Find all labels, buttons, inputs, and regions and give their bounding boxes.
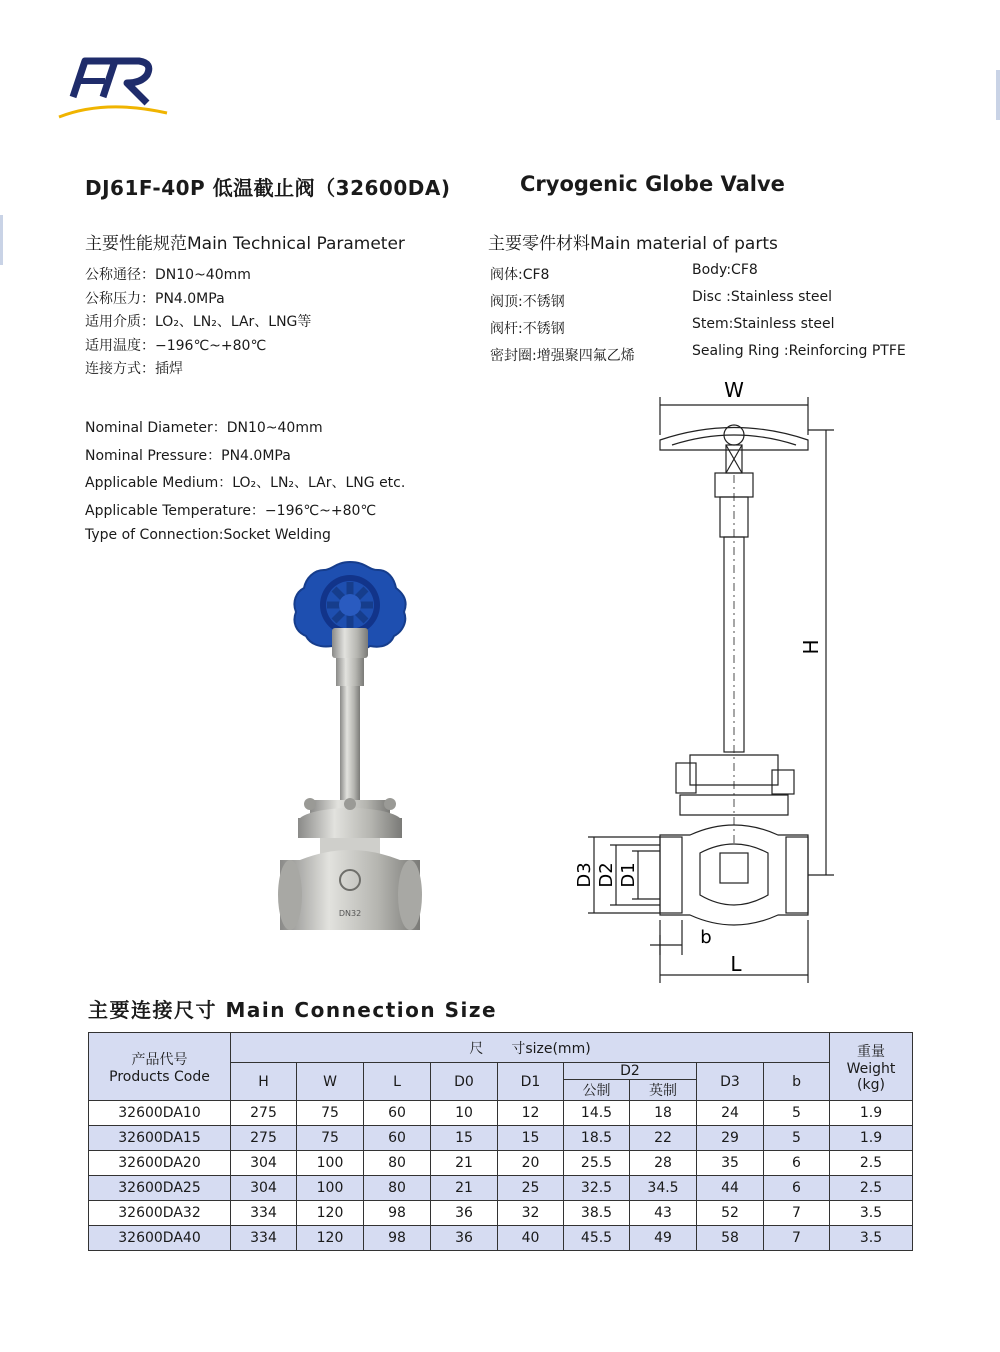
col-header-d2-imperial: 英制 (630, 1080, 697, 1101)
material-cn-item: 阀顶:不锈钢 (490, 294, 565, 310)
cell-d2-metric: 25.5 (564, 1151, 630, 1176)
cell-d3: 35 (697, 1151, 764, 1176)
cell-h: 275 (231, 1126, 297, 1151)
param-cn-item: 适用介质：LO₂、LN₂、LAr、LNG等 (85, 314, 312, 330)
cell-d0: 36 (431, 1226, 498, 1251)
dim-label-d2: D2 (596, 862, 617, 888)
dim-label-h: H (799, 639, 823, 655)
table-row (89, 1201, 913, 1226)
col-header-l: L (364, 1063, 431, 1101)
cell-b: 5 (764, 1126, 830, 1151)
cell-d3: 44 (697, 1176, 764, 1201)
weight-header-unit: (kg) (857, 1076, 885, 1093)
valve-photo (270, 560, 440, 960)
material-en-item: Stem:Stainless steel (692, 316, 835, 332)
cell-d1: 12 (498, 1101, 564, 1126)
cell-h: 304 (231, 1176, 297, 1201)
cell-d3: 52 (697, 1201, 764, 1226)
col-header-d3: D3 (697, 1063, 764, 1101)
cell-d2-metric: 18.5 (564, 1126, 630, 1151)
cell-d2-imperial: 28 (630, 1151, 697, 1176)
cell-d1: 40 (498, 1226, 564, 1251)
material-en-item: Body:CF8 (692, 262, 758, 278)
cell-w: 100 (297, 1176, 364, 1201)
cell-b: 6 (764, 1151, 830, 1176)
cell-d2-metric: 45.5 (564, 1226, 630, 1251)
code-header-en: Products Code (109, 1068, 210, 1085)
code-header-cn: 产品代号 (131, 1051, 188, 1068)
cell-d0: 21 (431, 1151, 498, 1176)
weight-header (830, 1033, 913, 1101)
brand-logo-icon (55, 45, 175, 125)
dim-label-d1: D1 (618, 862, 639, 888)
cell-b: 7 (764, 1226, 830, 1251)
connection-size-title: 主要连接尺寸 Main Connection Size (88, 998, 498, 1022)
cell-code: 32600DA15 (89, 1126, 231, 1151)
cell-h: 304 (231, 1151, 297, 1176)
param-en-item: Nominal Pressure：PN4.0MPa (85, 447, 291, 464)
edge-strip-left (0, 215, 3, 265)
technical-parameter-heading: 主要性能规范Main Technical Parameter (85, 234, 405, 254)
cell-weight: 2.5 (830, 1151, 913, 1176)
cell-d0: 15 (431, 1126, 498, 1151)
cell-d3: 24 (697, 1101, 764, 1126)
table-row (89, 1176, 913, 1201)
col-header-h: H (231, 1063, 297, 1101)
title-en: Cryogenic Globe Valve (520, 172, 785, 196)
cell-code: 32600DA25 (89, 1176, 231, 1201)
cell-weight: 1.9 (830, 1101, 913, 1126)
title-cn: DJ61F-40P 低温截止阀（32600DA) (85, 176, 451, 200)
material-en-item: Disc :Stainless steel (692, 289, 832, 305)
col-header-d2-metric: 公制 (564, 1080, 630, 1101)
cell-code: 32600DA32 (89, 1201, 231, 1226)
param-en-item: Nominal Diameter：DN10~40mm (85, 420, 323, 436)
photo-marking: DN32 (338, 909, 362, 918)
cell-d2-imperial: 22 (630, 1126, 697, 1151)
material-parts-heading: 主要零件材料Main material of parts (488, 234, 778, 254)
material-list-cn (490, 264, 635, 372)
dim-label-l: L (730, 952, 742, 976)
cell-d2-metric: 38.5 (564, 1201, 630, 1226)
material-list-en (692, 262, 906, 370)
cell-d2-imperial: 18 (630, 1101, 697, 1126)
col-header-w: W (297, 1063, 364, 1101)
cell-d1: 32 (498, 1201, 564, 1226)
technical-params-en (85, 417, 405, 555)
material-en-item: Sealing Ring :Reinforcing PTFE (692, 343, 906, 359)
col-header-d0: D0 (431, 1063, 498, 1101)
param-en-item: Applicable Medium：LO₂、LN₂、LAr、LNG etc. (85, 475, 406, 491)
cell-d2-metric: 32.5 (564, 1176, 630, 1201)
weight-header-cn: 重量 (857, 1043, 886, 1060)
cell-h: 334 (231, 1201, 297, 1226)
cell-l: 80 (364, 1151, 431, 1176)
cell-h: 334 (231, 1226, 297, 1251)
cell-code: 32600DA40 (89, 1226, 231, 1251)
param-cn-item: 公称压力：PN4.0MPa (85, 290, 225, 307)
cell-d1: 25 (498, 1176, 564, 1201)
table-row (89, 1126, 913, 1151)
cell-d0: 10 (431, 1101, 498, 1126)
material-cn-item: 密封圈:增强聚四氟乙烯 (490, 348, 635, 364)
size-header: 尺 寸size(mm) (231, 1033, 830, 1063)
cell-d3: 58 (697, 1226, 764, 1251)
param-en-item: Applicable Temperature：−196℃~+80℃ (85, 502, 377, 519)
col-header-b: b (764, 1063, 830, 1101)
cell-b: 5 (764, 1101, 830, 1126)
cell-b: 6 (764, 1176, 830, 1201)
cell-d1: 15 (498, 1126, 564, 1151)
param-cn-item: 适用温度：−196℃~+80℃ (85, 337, 267, 354)
param-cn-item: 连接方式：插焊 (85, 361, 183, 377)
cell-d2-metric: 14.5 (564, 1101, 630, 1126)
cell-weight: 1.9 (830, 1126, 913, 1151)
cell-d0: 21 (431, 1176, 498, 1201)
table-row (89, 1226, 913, 1251)
dim-label-d3: D3 (574, 862, 595, 888)
edge-strip-right (996, 70, 1000, 120)
cell-w: 120 (297, 1226, 364, 1251)
cell-d1: 20 (498, 1151, 564, 1176)
cell-w: 120 (297, 1201, 364, 1226)
cell-l: 60 (364, 1101, 431, 1126)
cell-h: 275 (231, 1101, 297, 1126)
table-row (89, 1151, 913, 1176)
technical-params-cn (85, 264, 311, 382)
material-cn-item: 阀杆:不锈钢 (490, 321, 565, 337)
param-en-item: Type of Connection:Socket Welding (85, 527, 331, 543)
material-cn-item: 阀体:CF8 (490, 267, 550, 283)
dim-label-w: W (724, 378, 744, 402)
weight-header-en: Weight (846, 1060, 896, 1077)
cell-weight: 3.5 (830, 1226, 913, 1251)
cell-d0: 36 (431, 1201, 498, 1226)
cell-weight: 2.5 (830, 1176, 913, 1201)
cell-l: 98 (364, 1201, 431, 1226)
cell-w: 100 (297, 1151, 364, 1176)
code-header (89, 1033, 231, 1101)
cell-d3: 29 (697, 1126, 764, 1151)
cell-b: 7 (764, 1201, 830, 1226)
cell-code: 32600DA20 (89, 1151, 231, 1176)
dim-label-b: b (700, 927, 712, 948)
cell-l: 60 (364, 1126, 431, 1151)
param-cn-item: 公称通径：DN10~40mm (85, 267, 251, 283)
cell-d2-imperial: 49 (630, 1226, 697, 1251)
valve-technical-drawing (560, 375, 860, 985)
connection-size-table (88, 1032, 913, 1251)
cell-l: 98 (364, 1226, 431, 1251)
cell-weight: 3.5 (830, 1201, 913, 1226)
col-header-d1: D1 (498, 1063, 564, 1101)
cell-d2-imperial: 34.5 (630, 1176, 697, 1201)
cell-w: 75 (297, 1126, 364, 1151)
col-header-d2: D2 (564, 1063, 697, 1080)
table-row (89, 1101, 913, 1126)
cell-code: 32600DA10 (89, 1101, 231, 1126)
cell-w: 75 (297, 1101, 364, 1126)
cell-d2-imperial: 43 (630, 1201, 697, 1226)
cell-l: 80 (364, 1176, 431, 1201)
